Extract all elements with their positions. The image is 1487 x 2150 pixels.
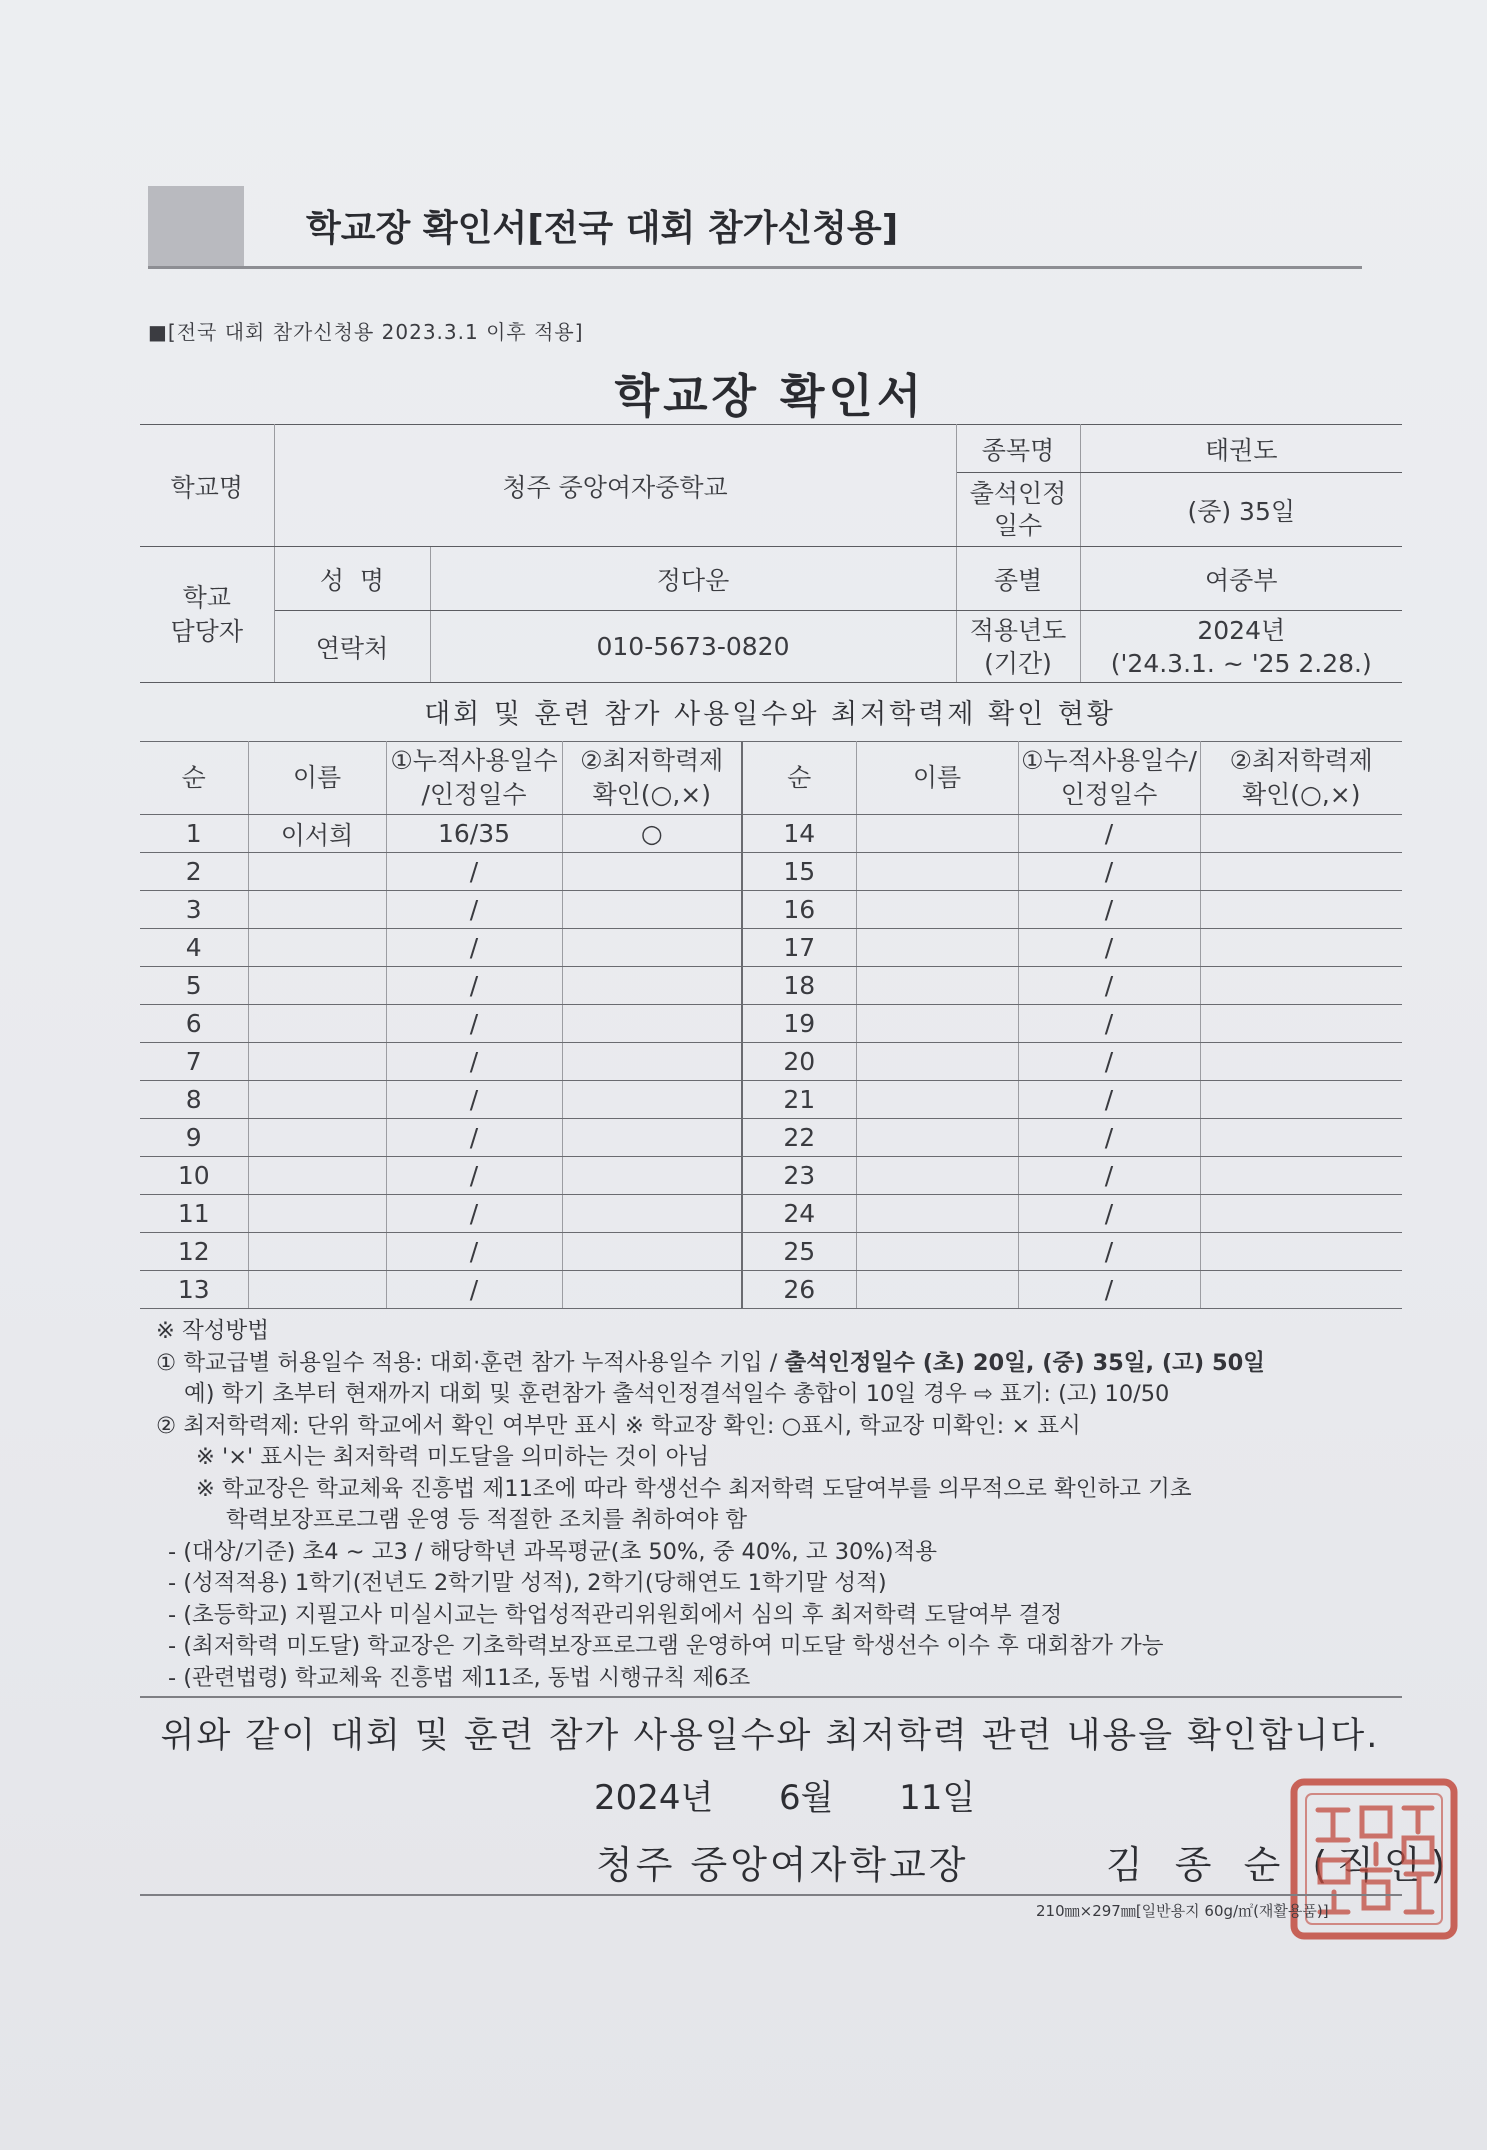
name-value: 정다운 [430, 547, 956, 611]
row-name-right [856, 967, 1018, 1005]
row-name [248, 1005, 386, 1043]
confirmation-top-rule [140, 1696, 1402, 1698]
row-seq: 2 [140, 853, 248, 891]
status-title: 대회 및 훈련 참가 사용일수와 최저학력제 확인 현황 [424, 699, 1116, 730]
row-seq: 5 [140, 967, 248, 1005]
row-seq-right: 19 [742, 1005, 856, 1043]
row-seq: 10 [140, 1157, 248, 1195]
header-min-right [1200, 742, 1402, 815]
form-notice: ■[전국 대회 참가신청용 2023.3.1 이후 적용] [148, 320, 584, 344]
row-seq-right: 15 [742, 853, 856, 891]
row-days-right: / [1018, 1271, 1200, 1309]
staff-label-line2: 담당자 [170, 616, 243, 646]
row-name [248, 1195, 386, 1233]
instructions-heading: ※ 작성방법 [156, 1318, 269, 1344]
confirmation-date [594, 1770, 975, 1819]
row-min-right [1200, 1233, 1402, 1271]
row-min [562, 1233, 742, 1271]
table-row [140, 1081, 1402, 1119]
header-days-line1: ①누적사용일수 [390, 746, 558, 775]
row-days-right: / [1018, 929, 1200, 967]
row-seq: 8 [140, 1081, 248, 1119]
instruction-bullet-4: - (최저학력 미도달) 학교장은 기초학력보장프로그램 운영하여 미도달 학생선수 이수 후 대회참가 가능 [168, 1633, 1164, 1659]
header-bar [148, 186, 1362, 268]
event-label: 종목명 [956, 425, 1080, 473]
instruction-bullet-1: - (대상/기준) 초4 ~ 고3 / 해당학년 과목평균(초 50%, 중 40%, 고 30%)적용 [168, 1538, 937, 1565]
row-min-right [1200, 929, 1402, 967]
year-label-line1: 적용년도 [969, 615, 1067, 645]
header-name: 이름 [248, 742, 386, 815]
row-seq-right: 20 [742, 1043, 856, 1081]
header-rule [148, 266, 1362, 269]
school-label: 학교명 [140, 425, 274, 547]
row-min-right [1200, 1119, 1402, 1157]
instructions [156, 1316, 1406, 1694]
confirmation-text: 위와 같이 대회 및 훈련 참가 사용일수와 최저학력 관련 내용을 확인합니다. [160, 1716, 1380, 1756]
row-min [562, 929, 742, 967]
row-name [248, 967, 386, 1005]
row-seq-right: 22 [742, 1119, 856, 1157]
row-days: / [386, 929, 562, 967]
confirmation-bottom-rule [140, 1894, 1402, 1896]
row-name [248, 1271, 386, 1309]
row-min [562, 1043, 742, 1081]
instruction-item-2: ② 최저학력제: 단위 학교에서 확인 여부만 표시 ※ 학교장 확인: ○표시, 학교장 미확인: × 표시 [156, 1412, 1081, 1439]
row-seq-right: 21 [742, 1081, 856, 1119]
principal-name: 김 종 순 (직인) [1106, 1843, 1456, 1887]
row-days: / [386, 891, 562, 929]
row-seq: 1 [140, 815, 248, 853]
row-name-right [856, 815, 1018, 853]
attendance-label-line2: 일수 [993, 510, 1043, 540]
row-days: / [386, 1233, 562, 1271]
table-row [140, 891, 1402, 929]
date-day: 11일 [899, 1778, 976, 1818]
row-days: / [386, 1081, 562, 1119]
instruction-note-2-cont: 학력보장프로그램 운영 등 적절한 조치를 취하여야 함 [226, 1507, 748, 1533]
row-name [248, 1119, 386, 1157]
year-label [956, 611, 1080, 683]
contact-label: 연락처 [274, 611, 430, 683]
row-days: / [386, 1005, 562, 1043]
division-label: 종별 [956, 547, 1080, 611]
row-min [562, 1005, 742, 1043]
staff-label [140, 547, 274, 683]
row-seq-right: 24 [742, 1195, 856, 1233]
row-days-right: / [1018, 815, 1200, 853]
table-row [140, 967, 1402, 1005]
row-name [248, 1043, 386, 1081]
row-name-right [856, 1157, 1018, 1195]
table-row [140, 815, 1402, 853]
header-min [562, 742, 742, 815]
row-min [562, 891, 742, 929]
row-seq-right: 17 [742, 929, 856, 967]
row-name [248, 891, 386, 929]
row-days: / [386, 1119, 562, 1157]
row-min [562, 1157, 742, 1195]
instruction-bullet-2: - (성적적용) 1학기(전년도 2학기말 성적), 2학기(당해연도 1학기말 성적) [168, 1570, 887, 1596]
year-label-line2: (기간) [984, 648, 1052, 678]
row-min: ○ [562, 815, 742, 853]
row-days-right: / [1018, 1233, 1200, 1271]
row-name-right [856, 929, 1018, 967]
date-month: 6월 [779, 1778, 834, 1818]
header-min-line2: 확인(○,×) [592, 780, 711, 809]
attendance-label [956, 473, 1080, 547]
row-name [248, 1233, 386, 1271]
instruction-item-1-bold: 출석인정일수 (초) 20일, (중) 35일, (고) 50일 [784, 1349, 1266, 1376]
row-days-right: / [1018, 1157, 1200, 1195]
row-name [248, 1157, 386, 1195]
row-name-right [856, 853, 1018, 891]
table-row [140, 1195, 1402, 1233]
table-row [140, 1157, 1402, 1195]
row-days: 16/35 [386, 815, 562, 853]
row-days: / [386, 967, 562, 1005]
header-seq-right: 순 [742, 742, 856, 815]
row-seq-right: 26 [742, 1271, 856, 1309]
instruction-bullet-5: - (관련법령) 학교체육 진흥법 제11조, 동법 시행규칙 제6조 [168, 1664, 751, 1691]
row-min-right [1200, 853, 1402, 891]
header-min-line1: ②최저학력제 [580, 746, 724, 775]
table-row [140, 1005, 1402, 1043]
row-min [562, 1119, 742, 1157]
header-title: 학교장 확인서[전국 대회 참가신청용] [306, 208, 899, 249]
row-days-right: / [1018, 1081, 1200, 1119]
row-min-right [1200, 967, 1402, 1005]
row-name-right [856, 1081, 1018, 1119]
row-seq: 9 [140, 1119, 248, 1157]
document-title: 학교장 확인서 [614, 369, 926, 423]
row-days-right: / [1018, 1043, 1200, 1081]
info-table [140, 424, 1402, 683]
row-days: / [386, 1043, 562, 1081]
row-min-right [1200, 1005, 1402, 1043]
row-seq-right: 16 [742, 891, 856, 929]
row-seq-right: 18 [742, 967, 856, 1005]
attendance-label-line1: 출석인정 [969, 478, 1067, 508]
header-gray-block [148, 186, 244, 266]
date-year: 2024년 [594, 1778, 714, 1818]
school-name: 청주 중앙여자중학교 [274, 425, 956, 547]
header-min-right-line2: 확인(○,×) [1241, 780, 1361, 809]
row-min-right [1200, 815, 1402, 853]
contact-value: 010-5673-0820 [430, 611, 956, 683]
row-name-right [856, 1119, 1018, 1157]
row-days-right: / [1018, 853, 1200, 891]
row-seq: 12 [140, 1233, 248, 1271]
instruction-bullet-3: - (초등학교) 지필고사 미실시교는 학업성적관리위원회에서 심의 후 최저학력 도달여부 결정 [168, 1601, 1063, 1628]
table-row [140, 853, 1402, 891]
row-days-right: / [1018, 1119, 1200, 1157]
division-value: 여중부 [1080, 547, 1402, 611]
row-days: / [386, 1271, 562, 1309]
signer-title: 청주 중앙여자학교장 [596, 1843, 969, 1887]
row-days-right: / [1018, 1005, 1200, 1043]
row-days: / [386, 1157, 562, 1195]
header-days-line2: /인정일수 [421, 780, 527, 809]
row-seq: 13 [140, 1271, 248, 1309]
header-days-right-line2: 인정일수 [1060, 780, 1158, 809]
instruction-item-1-example: 예) 학기 초부터 현재까지 대회 및 훈련참가 출석인정결석일수 총합이 10일 경우 ⇨ 표기: (고) 10/50 [184, 1381, 1170, 1407]
instruction-item-1 [156, 1348, 1406, 1380]
row-seq-right: 23 [742, 1157, 856, 1195]
status-table [140, 741, 1402, 1309]
row-name-right [856, 1005, 1018, 1043]
row-days: / [386, 1195, 562, 1233]
year-value-line1: 2024년 [1197, 615, 1286, 645]
event-value: 태권도 [1080, 425, 1402, 473]
header-days [386, 742, 562, 815]
row-name-right [856, 891, 1018, 929]
header-days-right [1018, 742, 1200, 815]
year-value [1080, 611, 1402, 683]
header-name-right: 이름 [856, 742, 1018, 815]
year-value-line2: ('24.3.1. ~ '25 2.28.) [1110, 648, 1372, 678]
row-seq: 7 [140, 1043, 248, 1081]
row-days-right: / [1018, 967, 1200, 1005]
row-min [562, 853, 742, 891]
row-min [562, 1195, 742, 1233]
row-name [248, 929, 386, 967]
row-min [562, 967, 742, 1005]
row-min-right [1200, 1043, 1402, 1081]
header-min-right-line1: ②최저학력제 [1229, 746, 1373, 775]
table-row [140, 1271, 1402, 1309]
instruction-note-1: ※ '×' 표시는 최저학력 미도달을 의미하는 것이 아님 [196, 1444, 710, 1470]
row-min-right [1200, 1195, 1402, 1233]
table-row [140, 1043, 1402, 1081]
row-seq-right: 14 [742, 815, 856, 853]
row-days: / [386, 853, 562, 891]
paper-spec: 210㎜×297㎜[일반용지 60g/㎡(재활용품)] [1036, 1902, 1329, 1920]
table-row [140, 1119, 1402, 1157]
header-seq: 순 [140, 742, 248, 815]
row-name [248, 853, 386, 891]
instruction-item-1-text: ① 학교급별 허용일수 적용: 대회·훈련 참가 누적사용일수 기입 / [156, 1349, 785, 1376]
row-seq: 11 [140, 1195, 248, 1233]
row-name-right [856, 1271, 1018, 1309]
row-min-right [1200, 1081, 1402, 1119]
row-seq: 3 [140, 891, 248, 929]
row-seq-right: 25 [742, 1233, 856, 1271]
row-name-right [856, 1043, 1018, 1081]
attendance-value: (중) 35일 [1080, 473, 1402, 547]
row-seq: 4 [140, 929, 248, 967]
row-min-right [1200, 891, 1402, 929]
row-name-right [856, 1233, 1018, 1271]
row-min [562, 1081, 742, 1119]
instruction-note-2: ※ 학교장은 학교체육 진흥법 제11조에 따라 학생선수 최저학력 도달여부를 의무적으로 확인하고 기초 [196, 1475, 1192, 1502]
row-min [562, 1271, 742, 1309]
header-days-right-line1: ①누적사용일수/ [1021, 746, 1197, 775]
row-name [248, 1081, 386, 1119]
row-name: 이서희 [248, 815, 386, 853]
table-row [140, 929, 1402, 967]
name-label: 성 명 [274, 547, 430, 611]
table-row [140, 1233, 1402, 1271]
row-min-right [1200, 1157, 1402, 1195]
row-seq: 6 [140, 1005, 248, 1043]
row-name-right [856, 1195, 1018, 1233]
row-days-right: / [1018, 891, 1200, 929]
staff-label-line1: 학교 [182, 582, 231, 612]
row-days-right: / [1018, 1195, 1200, 1233]
row-min-right [1200, 1271, 1402, 1309]
